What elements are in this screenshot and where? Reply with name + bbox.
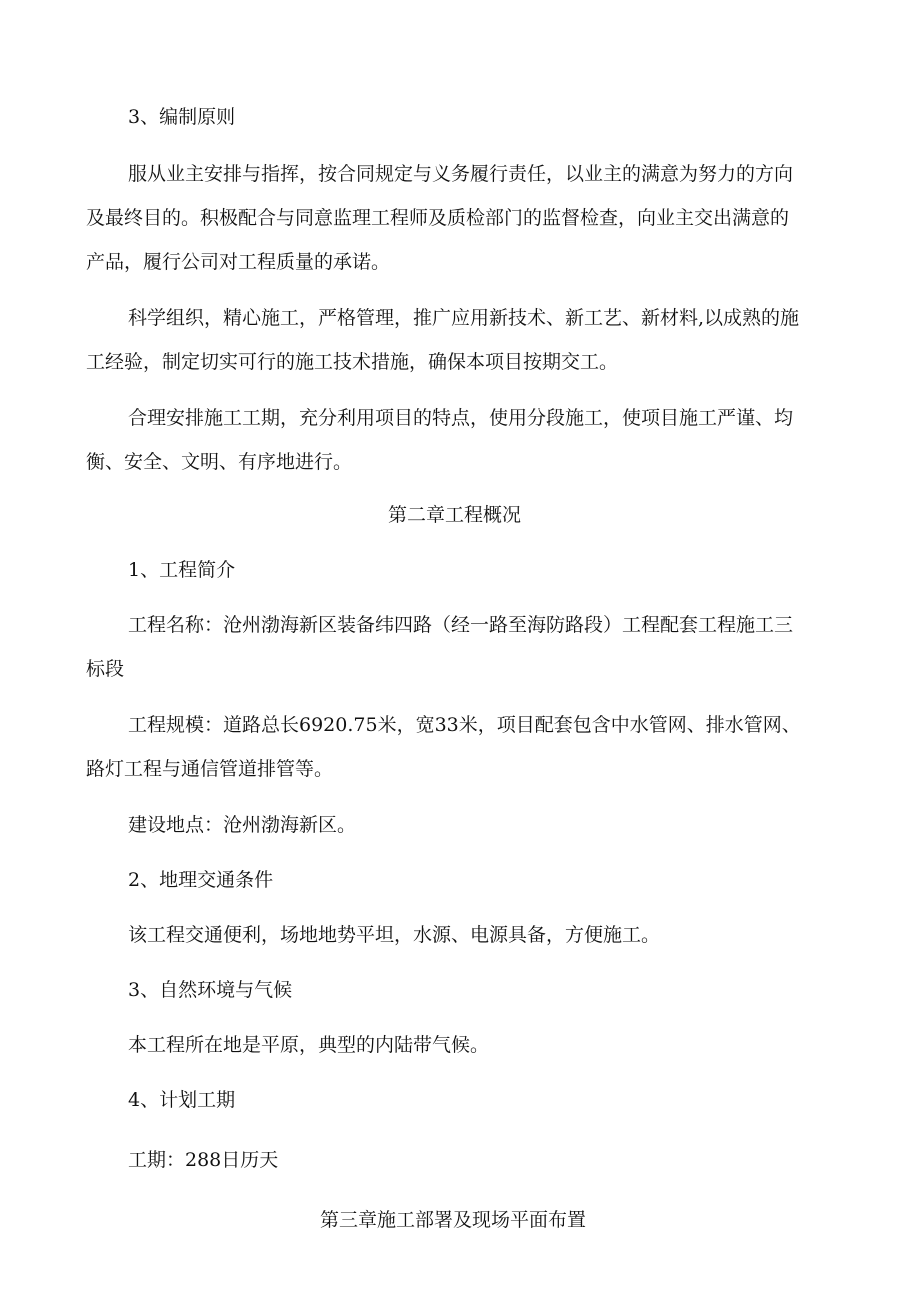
text-line: 该工程交通便利，场地地势平坦，水源、电源具备，方便施工。 bbox=[128, 924, 661, 946]
text-line: 工程规模：道路总长6920.75米，宽33米，项目配套包含中水管网、排水管网、 bbox=[128, 714, 801, 736]
text-line: 科学组织，精心施工，严格管理，推广应用新技术、新工艺、新材料,以成熟的施 bbox=[128, 307, 800, 329]
text-line: 产品，履行公司对工程质量的承诺。 bbox=[86, 251, 391, 273]
text-line: 第二章工程概况 bbox=[388, 504, 522, 526]
text-line: 工期：288日历天 bbox=[128, 1149, 279, 1171]
text-line: 本工程所在地是平原，典型的内陆带气候。 bbox=[128, 1034, 490, 1056]
text-line: 4、计划工期 bbox=[128, 1089, 236, 1111]
text-line: 及最终目的。积极配合与同意监理工程师及质检部门的监督检查，向业主交出满意的 bbox=[86, 207, 790, 229]
text-line: 合理安排施工工期，充分利用项目的特点，使用分段施工，使项目施工严谨、均 bbox=[128, 407, 794, 429]
text-line: 1、工程简介 bbox=[128, 559, 236, 581]
text-line: 2、地理交通条件 bbox=[128, 869, 274, 891]
text-line: 路灯工程与通信管道排管等。 bbox=[86, 758, 334, 780]
text-line: 服从业主安排与指挥，按合同规定与义务履行责任，以业主的满意为努力的方向 bbox=[128, 163, 794, 185]
text-line: 第三章施工部署及现场平面布置 bbox=[320, 1209, 587, 1231]
text-line: 3、编制原则 bbox=[128, 106, 236, 128]
text-line: 标段 bbox=[86, 658, 125, 680]
text-line: 衡、安全、文明、有序地进行。 bbox=[86, 451, 353, 473]
text-line: 工经验，制定切实可行的施工技术措施，确保本项目按期交工。 bbox=[86, 351, 619, 373]
text-line: 3、自然环境与气候 bbox=[128, 979, 293, 1001]
text-line: 工程名称：沧州渤海新区装备纬四路（经一路至海防路段）工程配套工程施工三 bbox=[128, 614, 794, 636]
text-line: 建设地点：沧州渤海新区。 bbox=[128, 814, 357, 836]
